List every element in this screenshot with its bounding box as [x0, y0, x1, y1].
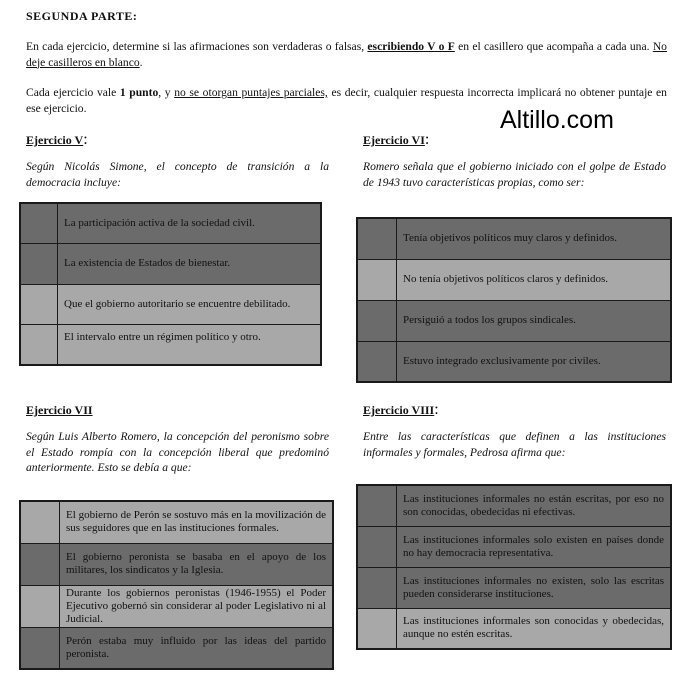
answer-row: [20, 501, 333, 543]
statement-text: Las instituciones informales no existen, solo las escritas pueden considerarse instituciones.: [397, 567, 672, 608]
statement-text: Persiguió a todos los grupos sindicales.: [397, 300, 672, 341]
answer-box[interactable]: [20, 627, 60, 669]
statement-text: La participación activa de la sociedad civil.: [58, 203, 322, 243]
answer-row: [20, 585, 333, 627]
answer-row: [357, 300, 671, 341]
answer-box[interactable]: [357, 341, 397, 382]
answer-table: [356, 217, 672, 383]
answer-box[interactable]: [20, 284, 58, 324]
statement-text: Las instituciones informales son conocidas y obedecidas, aunque no estén escritas.: [397, 608, 672, 649]
exercise-title: Ejercicio VIII: [363, 403, 435, 417]
answer-row: [20, 203, 321, 243]
answer-row: [357, 259, 671, 300]
exercise-title: Ejercicio VII: [26, 403, 93, 417]
statement-text: Perón estaba muy influido por las ideas del partido peronista.: [60, 627, 334, 669]
answer-box[interactable]: [357, 567, 397, 608]
answer-box[interactable]: [20, 585, 60, 627]
answer-table: [19, 202, 322, 366]
answer-box[interactable]: [357, 218, 397, 259]
exercise-question: Según Luis Alberto Romero, la concepción del peronismo sobre el Estado rompía con la concepción liberal que predominó anteriormente. Esto se debía a que:: [26, 430, 329, 474]
statement-text: El intervalo entre un régimen político y otro.: [58, 324, 322, 365]
answer-box[interactable]: [20, 243, 58, 284]
statement-text: Las instituciones informales no están escritas, por eso no son conocidas, obedecidas ni efectivas.: [397, 485, 672, 526]
instructions-text: es decir, cualquier respuesta incorrecta implicará no obtener puntaje en ese ejercicio.: [26, 86, 667, 115]
answer-box[interactable]: [20, 501, 60, 543]
statement-text: Las instituciones informales solo existen en países donde no hay democracia representativa.: [397, 526, 672, 567]
instructions-text: Cada ejercicio vale: [26, 86, 117, 99]
exercise-question: Entre las características que definen a las instituciones informales y formales, Pedrosa afirma que:: [363, 430, 666, 459]
answer-box[interactable]: [357, 608, 397, 649]
exercise-5: [26, 131, 329, 190]
statement-text: El gobierno de Perón se sostuvo más en la movilización de sus seguidores que en las instituciones formales.: [60, 501, 334, 543]
answer-box[interactable]: [20, 324, 58, 365]
answer-row: [357, 608, 671, 649]
answer-row: [20, 627, 333, 669]
answer-row: [357, 341, 671, 382]
answer-box[interactable]: [357, 259, 397, 300]
statement-text: Que el gobierno autoritario se encuentre debilitado.: [58, 284, 322, 324]
exercise-title-colon: :: [424, 131, 430, 148]
instructions-paragraph-1: [26, 39, 667, 70]
section-heading: SEGUNDA PARTE:: [26, 9, 138, 23]
exercise-6: [363, 131, 666, 190]
exercise-7: [26, 401, 329, 476]
exercise-question: Romero señala que el gobierno iniciado con el golpe de Estado de 1943 tuvo características propias, como ser:: [363, 160, 666, 189]
exercise-8: [363, 401, 666, 460]
statement-text: Durante los gobiernos peronistas (1946-1955) el Poder Ejecutivo gobernó sin considerar al poder Legislativo ni al Judicial.: [60, 585, 334, 627]
statement-text: Estuvo integrado exclusivamente por civiles.: [397, 341, 672, 382]
statement-text: La existencia de Estados de bienestar.: [58, 243, 322, 284]
exercise-title-colon: :: [83, 131, 88, 148]
instructions-emphasis: no se otorgan puntajes parciales,: [174, 86, 328, 99]
answer-box[interactable]: [357, 526, 397, 567]
watermark: Altillo.com: [500, 106, 614, 134]
answer-row: [20, 243, 321, 284]
answer-row: [357, 485, 671, 526]
exercise-title-colon: :: [434, 401, 439, 418]
instructions-emphasis: No deje casilleros en blanco: [26, 40, 667, 69]
answer-box[interactable]: [20, 543, 60, 585]
answer-table: [356, 484, 672, 650]
answer-row: [20, 543, 333, 585]
answer-box[interactable]: [357, 485, 397, 526]
answer-box[interactable]: [20, 203, 58, 243]
answer-row: [357, 567, 671, 608]
answer-row: [20, 324, 321, 365]
instructions-emphasis: 1 punto: [119, 86, 159, 99]
instructions-text: , y: [158, 86, 171, 99]
instructions-text: en el casillero que acompaña a cada una.: [458, 40, 650, 53]
exercise-question: Según Nicolás Simone, el concepto de transición a la democracia incluye:: [26, 160, 329, 189]
instructions-text: En cada ejercicio, determine si las afirmaciones son verdaderas o falsas,: [26, 40, 365, 53]
answer-row: [357, 526, 671, 567]
exercise-title: Ejercicio VI: [363, 133, 425, 147]
instructions-text: .: [139, 55, 143, 69]
statement-text: No tenía objetivos políticos claros y definidos.: [397, 259, 672, 300]
statement-text: Tenía objetivos políticos muy claros y definidos.: [397, 218, 672, 259]
statement-text: El gobierno peronista se basaba en el apoyo de los militares, los sindicatos y la Iglesia.: [60, 543, 334, 585]
answer-table: [19, 500, 334, 670]
answer-row: [357, 218, 671, 259]
answer-box[interactable]: [357, 300, 397, 341]
instructions-emphasis: escribiendo V o F: [367, 40, 455, 53]
exercise-title: Ejercicio V: [26, 133, 84, 147]
answer-row: [20, 284, 321, 324]
